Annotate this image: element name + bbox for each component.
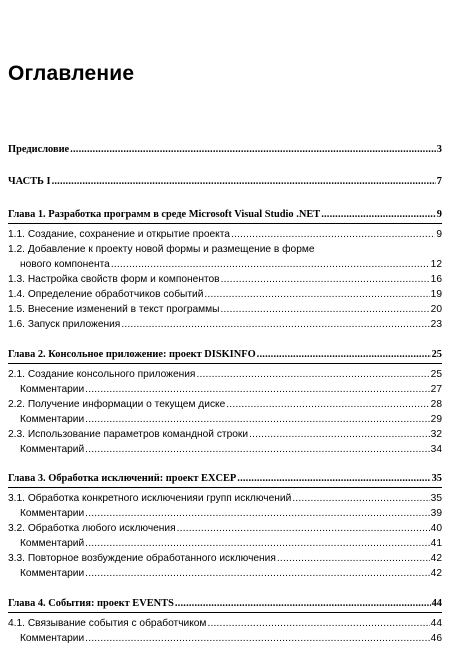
toc-entry-label: 1.3. Настройка свойств форм и компонентов <box>8 274 220 285</box>
toc-page-number: 44 <box>430 618 442 629</box>
toc-entry-label: Комментарии <box>20 508 85 519</box>
toc-comment-3-2[interactable] <box>20 537 442 550</box>
toc-section-2-3[interactable] <box>8 428 442 441</box>
toc-entry-label: 3.3. Повторное возбуждение обработанного исключения <box>8 553 276 564</box>
toc-section-1-1[interactable] <box>8 228 442 241</box>
toc-leader-dots <box>196 368 429 381</box>
toc-leader-dots <box>204 288 429 301</box>
toc-page-number: 35 <box>431 473 442 484</box>
chapter-divider <box>8 223 442 224</box>
toc-leader-dots <box>70 143 436 156</box>
toc-entry-label: 1.2. Добавление к проекту новой формы и размещение в форме <box>8 244 315 255</box>
toc-leader-dots <box>85 383 429 396</box>
toc-leader-dots <box>207 617 429 630</box>
toc-comment-2-2[interactable] <box>20 413 442 426</box>
toc-section-2-1[interactable] <box>8 368 442 381</box>
toc-entry-label: Глава 1. Разработка программ в среде Microsoft Visual Studio .NET <box>8 209 321 220</box>
chapter-divider <box>8 487 442 488</box>
toc-entry-label: 4.1. Связывание события с обработчиком <box>8 618 207 629</box>
toc-section-1-3[interactable] <box>8 273 442 286</box>
toc-page-number: 32 <box>430 429 442 440</box>
toc-entry-label: Комментарии <box>20 384 85 395</box>
toc-page-number: 39 <box>430 508 442 519</box>
toc-leader-dots <box>85 507 429 520</box>
toc-section-3-1[interactable] <box>8 492 442 505</box>
toc-leader-dots <box>85 632 429 645</box>
toc-page-number: 29 <box>430 414 442 425</box>
toc-comment-3-1[interactable] <box>20 507 442 520</box>
toc-page-number: 34 <box>430 444 442 455</box>
toc-leader-dots <box>85 443 429 456</box>
toc-entry-label: 1.6. Запуск приложения <box>8 319 121 330</box>
toc-entry-label: 2.2. Получение информации о текущем диске <box>8 399 226 410</box>
toc-comment-3-3[interactable] <box>20 567 442 580</box>
toc-entry-label: Комментарии <box>20 633 85 644</box>
toc-chapter-3[interactable] <box>8 472 442 485</box>
toc-entry-label: Комментарии <box>20 568 85 579</box>
toc-entry-label: Комментарий <box>20 538 85 549</box>
toc-leader-dots <box>249 428 430 441</box>
toc-leader-dots <box>257 348 431 361</box>
toc-leader-dots <box>221 303 430 316</box>
toc-page-number: 23 <box>430 319 442 330</box>
toc-page-number: 41 <box>430 538 442 549</box>
toc-entry-label: нового компонента <box>20 259 110 270</box>
toc-page-number: 27 <box>430 384 442 395</box>
toc-page-number: 40 <box>430 523 442 534</box>
toc-page-number: 42 <box>430 553 442 564</box>
page-title: Оглавление <box>8 62 135 85</box>
toc-page-number: 9 <box>436 229 442 240</box>
toc-section-4-1[interactable] <box>8 617 442 630</box>
toc-entry-label: 1.4. Определение обработчиков событий <box>8 289 204 300</box>
toc-leader-dots <box>277 552 430 565</box>
toc-leader-dots <box>321 208 436 221</box>
toc-entry-label: Комментарий <box>20 444 85 455</box>
toc-leader-dots <box>85 413 429 426</box>
toc-page-number: 46 <box>430 633 442 644</box>
toc-entry-preface[interactable] <box>8 143 442 156</box>
toc-chapter-2[interactable] <box>8 348 442 361</box>
toc-page-number: 35 <box>430 493 442 504</box>
toc-leader-dots <box>237 472 430 485</box>
toc-leader-dots <box>292 492 429 505</box>
toc-page-number: 25 <box>430 369 442 380</box>
toc-section-1-2-continued[interactable] <box>20 258 442 271</box>
toc-section-3-3[interactable] <box>8 552 442 565</box>
toc-page-number: 12 <box>430 259 442 270</box>
toc-entry-label: Глава 4. События: проект EVENTS <box>8 598 174 609</box>
toc-leader-dots <box>226 398 429 411</box>
toc-page-number: 20 <box>430 304 442 315</box>
toc-page-number: 25 <box>431 349 442 360</box>
toc-section-3-2[interactable] <box>8 522 442 535</box>
toc-chapter-1[interactable] <box>8 208 442 221</box>
toc-page-number: 7 <box>436 176 442 187</box>
toc-page-number: 42 <box>430 568 442 579</box>
toc-page-number: 28 <box>430 399 442 410</box>
toc-leader-dots <box>85 537 429 550</box>
toc-comment-2-3[interactable] <box>20 443 442 456</box>
toc-section-1-5[interactable] <box>8 303 442 316</box>
toc-entry-label: Комментарии <box>20 414 85 425</box>
chapter-divider <box>8 363 442 364</box>
chapter-divider <box>8 612 442 613</box>
toc-leader-dots <box>52 175 436 188</box>
toc-entry-label: 2.3. Использование параметров командной строки <box>8 429 249 440</box>
toc-entry-label: Глава 3. Обработка исключений: проект EXCEP <box>8 473 237 484</box>
toc-leader-dots <box>231 228 435 241</box>
toc-section-1-4[interactable] <box>8 288 442 301</box>
toc-page-number: 9 <box>436 209 442 220</box>
toc-comment-4-1[interactable] <box>20 632 442 645</box>
toc-comment-2-1[interactable] <box>20 383 442 396</box>
toc-chapter-4[interactable] <box>8 597 442 610</box>
toc-section-1-2[interactable] <box>8 243 315 256</box>
toc-entry-part-1[interactable] <box>8 175 442 188</box>
toc-entry-label: Глава 2. Консольное приложение: проект DISKINFO <box>8 349 256 360</box>
toc-leader-dots <box>121 318 429 331</box>
toc-entry-label: 3.1. Обработка конкретного исключенияи групп исключений <box>8 493 292 504</box>
toc-page-number: 16 <box>430 274 442 285</box>
toc-entry-label: Предисловие <box>8 144 70 155</box>
toc-leader-dots <box>177 522 430 535</box>
toc-page-number: 3 <box>436 144 442 155</box>
toc-page-number: 44 <box>431 598 442 609</box>
toc-entry-label: ЧАСТЬ I <box>8 176 51 187</box>
toc-entry-label: 1.5. Внесение изменений в текст программы <box>8 304 220 315</box>
toc-entry-label: 1.1. Создание, сохранение и открытие проекта <box>8 229 230 240</box>
toc-leader-dots <box>175 597 431 610</box>
toc-entry-label: 3.2. Обработка любого исключения <box>8 523 176 534</box>
toc-leader-dots <box>85 567 429 580</box>
toc-leader-dots <box>221 273 430 286</box>
toc-page-number: 19 <box>430 289 442 300</box>
toc-leader-dots <box>111 258 430 271</box>
toc-section-1-6[interactable] <box>8 318 442 331</box>
toc-entry-label: 2.1. Создание консольного приложения <box>8 369 196 380</box>
toc-section-2-2[interactable] <box>8 398 442 411</box>
